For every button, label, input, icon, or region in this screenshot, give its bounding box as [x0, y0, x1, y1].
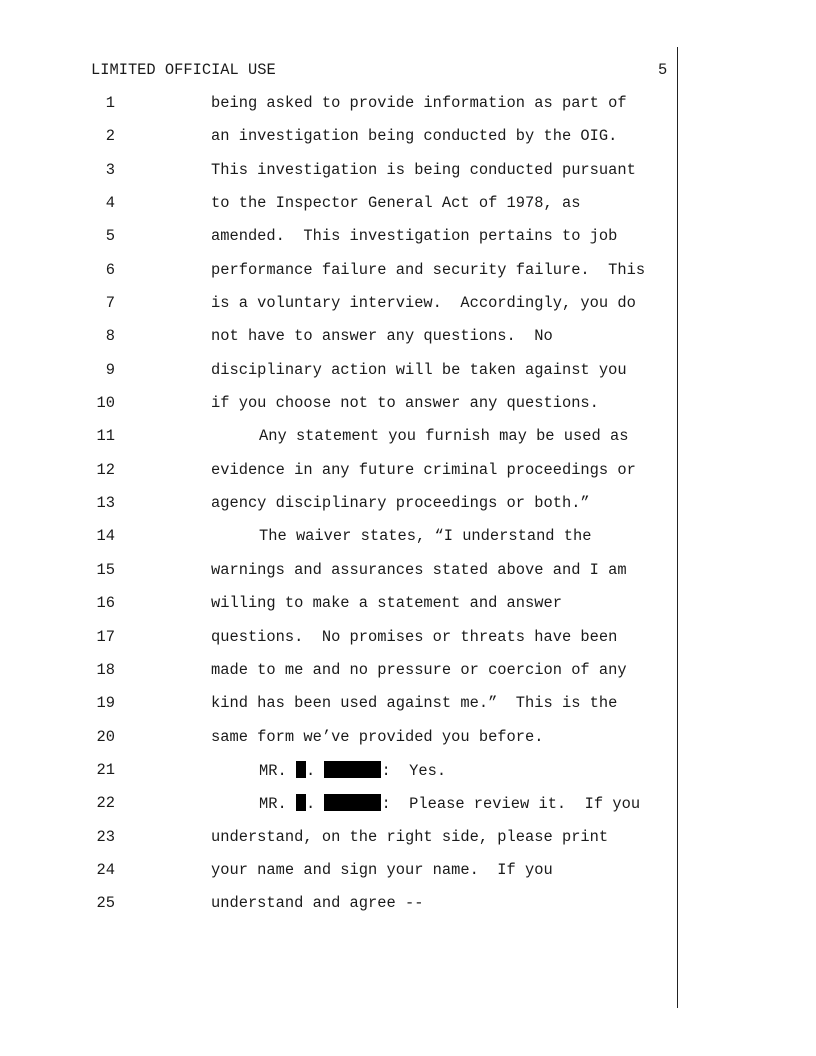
line-text: understand, on the right side, please print	[211, 827, 609, 846]
speaker-dot: .	[305, 761, 325, 780]
line-text: is a voluntary interview. Accordingly, you do	[211, 294, 636, 313]
redaction-block	[296, 761, 306, 778]
line-number: 21	[96, 760, 115, 779]
line-number: 9	[105, 360, 115, 379]
transcript-line	[0, 794, 816, 827]
line-text: Please review it. If you	[409, 795, 641, 814]
line-number: 19	[96, 694, 115, 713]
line-text: performance failure and security failure. This	[211, 260, 646, 279]
classification-header: LIMITED OFFICIAL USE	[91, 61, 276, 79]
line-number: 24	[96, 860, 115, 879]
line-number: 8	[105, 327, 115, 346]
transcript-line	[0, 94, 816, 127]
line-number: 6	[105, 260, 115, 279]
transcript-line	[0, 861, 816, 894]
line-number: 12	[96, 460, 115, 479]
line-text: your name and sign your name. If you	[211, 860, 553, 879]
transcript-line	[0, 161, 816, 194]
transcript-line	[0, 894, 816, 927]
transcript-line	[0, 494, 816, 527]
line-text: Any statement you furnish may be used as	[259, 427, 629, 446]
line-number: 23	[96, 827, 115, 846]
line-text: same form we’ve provided you before.	[211, 727, 544, 746]
line-text: made to me and no pressure or coercion of any	[211, 660, 627, 679]
transcript-line	[0, 594, 816, 627]
speaker-colon: :	[381, 795, 410, 814]
line-text: This investigation is being conducted pursuant	[211, 160, 636, 179]
transcript-line	[0, 561, 816, 594]
line-number: 7	[105, 294, 115, 313]
line-text: if you choose not to answer any questions.	[211, 394, 599, 413]
line-text: disciplinary action will be taken against you	[211, 360, 627, 379]
transcript-line	[0, 194, 816, 227]
line-number: 3	[105, 160, 115, 179]
transcript-line	[0, 294, 816, 327]
transcript-line	[0, 461, 816, 494]
line-number: 15	[96, 560, 115, 579]
line-text: warnings and assurances stated above and I am	[211, 560, 627, 579]
transcript-line	[0, 661, 816, 694]
line-number: 14	[96, 527, 115, 546]
line-text: questions. No promises or threats have been	[211, 627, 618, 646]
line-text: an investigation being conducted by the OIG.	[211, 127, 618, 146]
transcript-line	[0, 527, 816, 560]
line-text: Yes.	[409, 761, 447, 780]
line-text: amended. This investigation pertains to job	[211, 227, 618, 246]
line-number: 10	[96, 394, 115, 413]
transcript-line	[0, 761, 816, 794]
redaction-block	[296, 794, 306, 811]
line-text: to the Inspector General Act of 1978, as	[211, 194, 581, 213]
speaker-prefix: MR.	[259, 761, 296, 780]
page-number: 5	[658, 61, 668, 79]
transcript-line	[0, 628, 816, 661]
line-number: 5	[105, 227, 115, 246]
line-number: 20	[96, 727, 115, 746]
line-number: 18	[96, 660, 115, 679]
line-number: 11	[96, 427, 115, 446]
speaker-colon: :	[381, 761, 410, 780]
line-number: 2	[105, 127, 115, 146]
transcript-line	[0, 327, 816, 360]
line-number: 17	[96, 627, 115, 646]
line-text: kind has been used against me.” This is the	[211, 694, 618, 713]
transcript-line	[0, 694, 816, 727]
transcript-lines	[0, 94, 816, 928]
speaker-prefix: MR.	[259, 795, 296, 814]
line-text: understand and agree --	[211, 894, 424, 913]
speaker-line	[259, 761, 446, 780]
speaker-line	[259, 794, 640, 813]
line-text: not have to answer any questions. No	[211, 327, 553, 346]
line-number: 1	[105, 94, 115, 112]
transcript-line	[0, 361, 816, 394]
speaker-dot: .	[305, 795, 325, 814]
line-number: 4	[105, 194, 115, 213]
line-number: 25	[96, 894, 115, 913]
redaction-block	[324, 761, 381, 778]
transcript-line	[0, 127, 816, 160]
line-text: The waiver states, “I understand the	[259, 527, 592, 546]
line-text: willing to make a statement and answer	[211, 594, 562, 613]
transcript-line	[0, 227, 816, 260]
line-number: 13	[96, 494, 115, 513]
transcript-line	[0, 261, 816, 294]
transcript-line	[0, 427, 816, 460]
line-number: 22	[96, 794, 115, 813]
line-text: evidence in any future criminal proceedings or	[211, 460, 636, 479]
line-text: being asked to provide information as part of	[211, 94, 627, 112]
line-text: agency disciplinary proceedings or both.”	[211, 494, 590, 513]
transcript-line	[0, 828, 816, 861]
transcript-line	[0, 394, 816, 427]
transcript-line	[0, 728, 816, 761]
redaction-block	[324, 794, 381, 811]
line-number: 16	[96, 594, 115, 613]
